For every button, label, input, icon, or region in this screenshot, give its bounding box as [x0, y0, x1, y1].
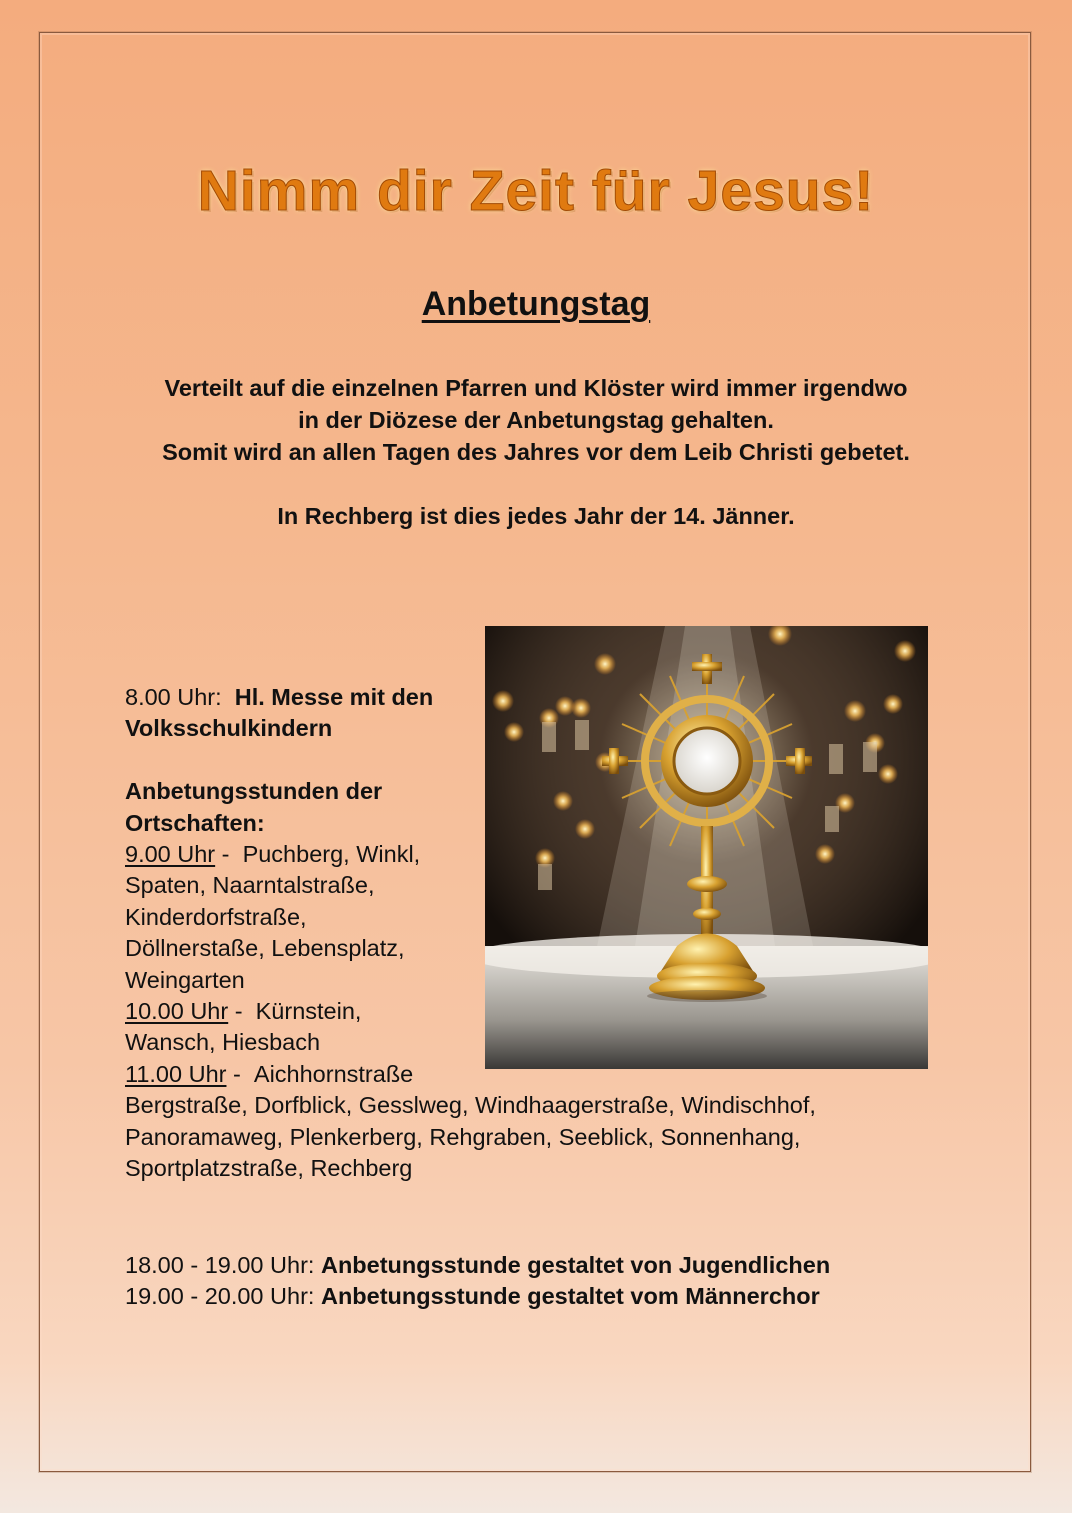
evening-line [125, 1281, 1025, 1312]
slot-time: 10.00 Uhr [125, 998, 229, 1025]
evening-schedule [125, 1250, 1025, 1313]
evening-line [125, 1250, 1025, 1281]
adoration-heading-cont: Ortschaften: [125, 809, 265, 836]
intro-line: Verteilt auf die einzelnen Pfarren und Klöster wird immer irgendwo [164, 375, 908, 401]
slot-places: Kinderdorfstraße, [125, 903, 307, 930]
slot-sep: - [215, 841, 230, 868]
slot-line [125, 996, 1025, 1027]
adoration-heading: Anbetungsstunden der [125, 778, 383, 805]
slot-places: Aichhornstraße [253, 1060, 414, 1087]
slot-places: Kürnstein, [255, 998, 362, 1025]
slot-sep: - [228, 998, 243, 1025]
intro-line: in der Diözese der Anbetungstag gehalten. [298, 407, 774, 433]
evening-text: Anbetungsstunde gestaltet vom Männerchor [320, 1283, 820, 1310]
intro-text [0, 372, 1072, 532]
slot-places: Wansch, Hiesbach [125, 1029, 321, 1056]
slot-time: 9.00 Uhr [125, 841, 216, 868]
slot-time: 11.00 Uhr [125, 1060, 227, 1087]
mass-time: 8.00 Uhr: [125, 684, 222, 710]
slot-line [125, 839, 1025, 870]
slot-places: Weingarten [125, 966, 245, 993]
page-title: Nimm dir Zeit für Jesus! [197, 159, 875, 223]
intro-line: Somit wird an allen Tagen des Jahres vor dem Leib Christi gebetet. [162, 439, 910, 465]
slot-places: Bergstraße, Dorfblick, Gesslweg, Windhaagerstraße, Windischhof, [125, 1092, 816, 1119]
evening-time: 18.00 - 19.00 Uhr: [125, 1252, 315, 1278]
page-subtitle: Anbetungstag [421, 285, 651, 323]
mass-title: Hl. Messe mit den [234, 684, 434, 710]
slot-line [125, 1059, 1025, 1090]
slot-places: Sportplatzstraße, Rechberg [125, 1155, 413, 1182]
schedule-line [125, 682, 1025, 713]
slot-places: Panoramaweg, Plenkerberg, Rehgraben, Seeblick, Sonnenhang, [125, 1123, 801, 1150]
mass-title-cont: Volksschulkindern [125, 715, 333, 742]
slot-sep: - [226, 1060, 241, 1087]
slot-places: Spaten, Naarntalstraße, [125, 872, 375, 899]
schedule [125, 682, 1025, 1184]
slot-places: Puchberg, Winkl, [242, 841, 421, 868]
rechberg-date: In Rechberg ist dies jedes Jahr der 14. Jänner. [277, 503, 795, 529]
evening-time: 19.00 - 20.00 Uhr: [125, 1283, 315, 1310]
evening-text: Anbetungsstunde gestaltet von Jugendlichen [320, 1252, 831, 1278]
slot-places: Döllnerstaße, Lebensplatz, [125, 935, 405, 962]
